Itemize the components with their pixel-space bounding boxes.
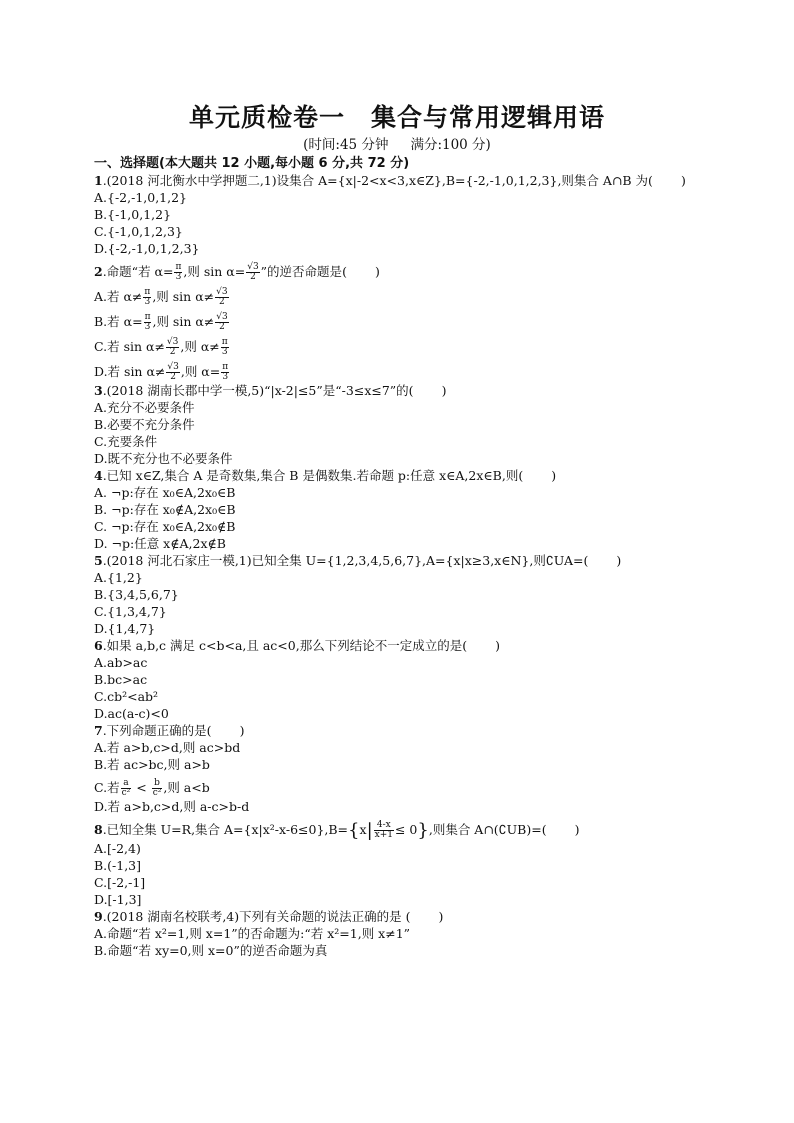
option: B.(-1,3] — [94, 858, 142, 873]
question-2: 2.命题“若 α= $\frac{\pi}{3}$ ,则 sin α= $\frac{√3}{2}$ ”的逆否命题是( ) — [94, 262, 380, 282]
total-score: 满分:100 分) — [410, 137, 491, 153]
option: C.若 $\frac{a}{\text{c²}}$ < $\frac{b}{\text{c²}}$ ,则 a<b — [94, 778, 210, 798]
option: C.{-1,0,1,2,3} — [94, 224, 183, 239]
question-1: 1.(2018 河北衡水中学押题二,1)设集合 A={x|-2<x<3,x∈Z},B={-2,-1,0,1,2,3},则集合 A∩B 为( ) — [94, 173, 686, 188]
option: D.{1,4,7} — [94, 621, 156, 636]
time-limit: (时间:45 分钟 — [303, 137, 389, 153]
question-9: 9.(2018 湖南名校联考,4)下列有关命题的说法正确的是 ( ) — [94, 909, 444, 924]
question-4: 4.已知 x∈Z,集合 A 是奇数集,集合 B 是偶数集.若命题 p:任意 x∈A,2x∈B,则( ) — [94, 468, 557, 483]
section-heading: 一、选择题(本大题共 12 小题,每小题 6 分,共 72 分) — [94, 156, 410, 171]
option: B.若 α= $\frac{\pi}{3}$ ,则 sin α≠ $\frac{√3}{2}$ — [94, 312, 228, 332]
exam-info — [0, 133, 794, 153]
option: B.{3,4,5,6,7} — [94, 587, 179, 602]
option: B.若 ac>bc,则 a>b — [94, 757, 210, 772]
option: B.{-1,0,1,2} — [94, 207, 172, 222]
question-5: 5.(2018 河北石家庄一模,1)已知全集 U={1,2,3,4,5,6,7},A={x|x≥3,x∈N},则∁UA=( ) — [94, 553, 622, 568]
option: D.既不充分也不必要条件 — [94, 451, 233, 466]
question-8: 8.已知全集 U=R,集合 A={x|x²-x-6≤0},B={x| $\frac{4-x}{x+1}$ ≤ 0},则集合 A∩(∁UB)=( ) — [94, 820, 580, 841]
question-7: 7.下列命题正确的是( ) — [94, 723, 245, 738]
option: B.必要不充分条件 — [94, 417, 195, 432]
option: D.若 sin α≠ $\frac{√3}{2}$ ,则 α= $\frac{\pi}{3}$ — [94, 362, 229, 382]
fraction-pi-3: $\frac{\pi}{3}$ — [175, 262, 182, 282]
question-6: 6.如果 a,b,c 满足 c<b<a,且 ac<0,那么下列结论不一定成立的是( ) — [94, 638, 500, 653]
option: C. ¬p:存在 x₀∈A,2x₀∉B — [94, 519, 236, 534]
option: A.{-2,-1,0,1,2} — [94, 190, 188, 205]
option: C.{1,3,4,7} — [94, 604, 167, 619]
option: D.ac(a-c)<0 — [94, 706, 169, 721]
option: B. ¬p:存在 x₀∉A,2x₀∈B — [94, 502, 236, 517]
option: A. ¬p:存在 x₀∈A,2x₀∈B — [94, 485, 236, 500]
option: C.若 sin α≠ $\frac{√3}{2}$ ,则 α≠ $\frac{\pi}{3}$ — [94, 337, 228, 357]
question-list — [94, 155, 734, 959]
option: A.命题“若 x²=1,则 x=1”的否命题为:“若 x²=1,则 x≠1” — [94, 926, 411, 941]
option: C.[-2,-1] — [94, 875, 146, 890]
title-part-1: 单元质检卷一 — [188, 103, 345, 132]
fraction-sqrt3-2: $\frac{√3}{2}$ — [247, 262, 259, 282]
option: D.{-2,-1,0,1,2,3} — [94, 241, 200, 256]
question-3: 3.(2018 湖南长郡中学一模,5)“|x-2|≤5”是“-3≤x≤7”的( ) — [94, 383, 447, 398]
option: A.若 a>b,c>d,则 ac>bd — [94, 740, 241, 755]
option: D.若 a>b,c>d,则 a-c>b-d — [94, 799, 250, 814]
option: A.ab>ac — [94, 655, 148, 670]
option: A.若 α≠ $\frac{\pi}{3}$ ,则 sin α≠ $\frac{√3}{2}$ — [94, 287, 228, 307]
option: D. ¬p:任意 x∉A,2x∉B — [94, 536, 226, 551]
option: D.[-1,3] — [94, 892, 142, 907]
option: C.cb²<ab² — [94, 689, 159, 704]
title-part-2: 集合与常用逻辑用语 — [371, 103, 606, 132]
option: B.bc>ac — [94, 672, 148, 687]
option: B.命题“若 xy=0,则 x=0”的逆否命题为真 — [94, 943, 328, 958]
option: A.充分不必要条件 — [94, 400, 195, 415]
option: A.[-2,4) — [94, 841, 141, 856]
option: A.{1,2} — [94, 570, 143, 585]
option: C.充要条件 — [94, 434, 158, 449]
page-title — [0, 98, 794, 134]
